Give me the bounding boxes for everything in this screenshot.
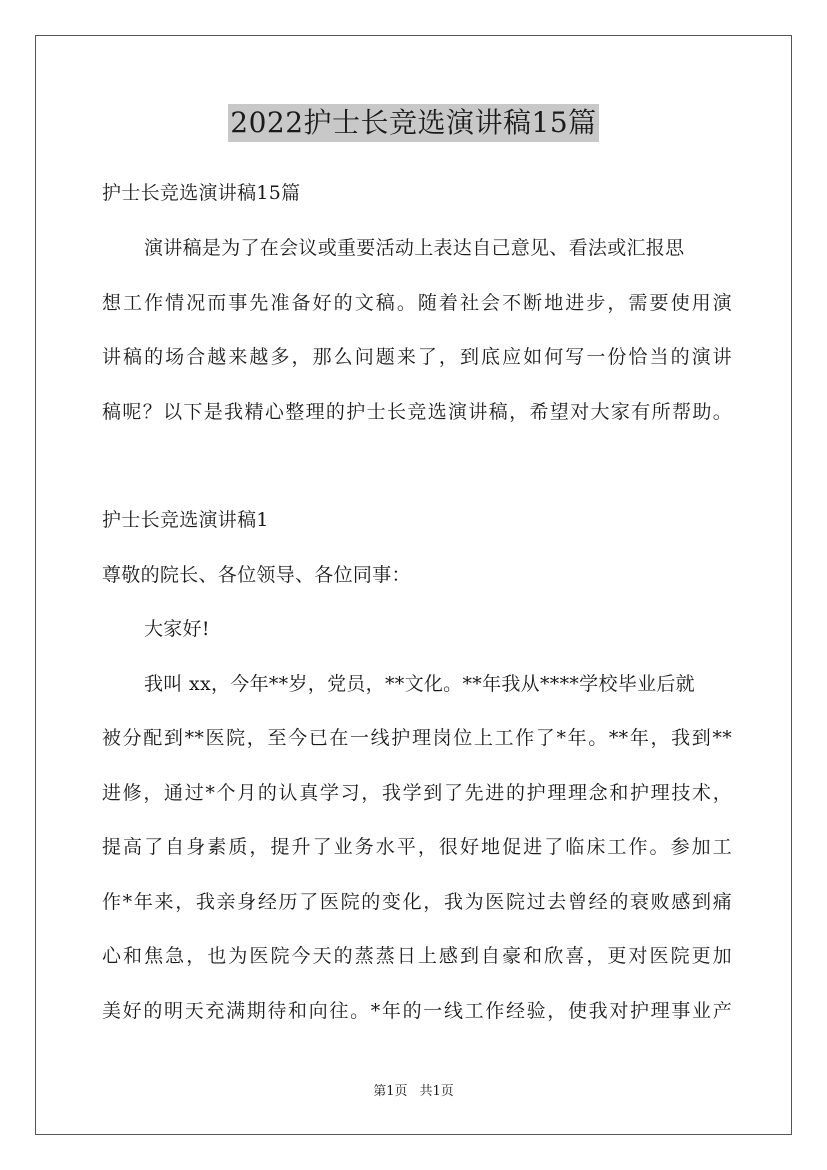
greeting: 大家好! <box>144 618 210 640</box>
section-heading: 护士长竞选演讲稿1 <box>102 509 269 531</box>
document-title: 2022护士长竞选演讲稿15篇 <box>228 104 598 142</box>
body-line: 心和焦急，也为医院今天的蒸蒸日上感到自豪和欣喜，更对医院更加 <box>102 945 732 967</box>
body-line: 提高了自身素质，提升了业务水平，很好地促进了临床工作。参加工 <box>102 836 732 858</box>
intro-line: 讲稿的场合越来越多，那么问题来了，到底应如何写一份恰当的演讲 <box>102 346 732 368</box>
page-total: 共1页 <box>419 1084 454 1099</box>
body-line: 被分配到**医院，至今已在一线护理岗位上工作了*年。**年，我到** <box>102 727 732 749</box>
intro-line: 稿呢？以下是我精心整理的护士长竞选演讲稿，希望对大家有所帮助。 <box>102 401 732 423</box>
title-container <box>0 104 827 142</box>
page-number: 第1页 <box>373 1084 408 1099</box>
body-line: 美好的明天充满期待和向往。*年的一线工作经验，使我对护理事业产 <box>102 1000 732 1022</box>
body-line: 我叫 xx，今年**岁，党员，**文化。**年我从****学校毕业后就 <box>144 673 695 695</box>
intro-line: 想工作情况而事先准备好的文稿。随着社会不断地进步，需要使用演 <box>102 292 732 314</box>
subtitle: 护士长竞选演讲稿15篇 <box>102 182 301 204</box>
body-line: 作*年来，我亲身经历了医院的变化，我为医院过去曾经的衰败感到痛 <box>102 891 732 913</box>
body-line: 进修，通过*个月的认真学习，我学到了先进的护理理念和护理技术， <box>102 782 732 804</box>
page-footer <box>0 1083 827 1101</box>
intro-line: 演讲稿是为了在会议或重要活动上表达自己意见、看法或汇报思 <box>144 237 685 259</box>
salutation: 尊敬的院长、各位领导、各位同事： <box>102 564 411 586</box>
